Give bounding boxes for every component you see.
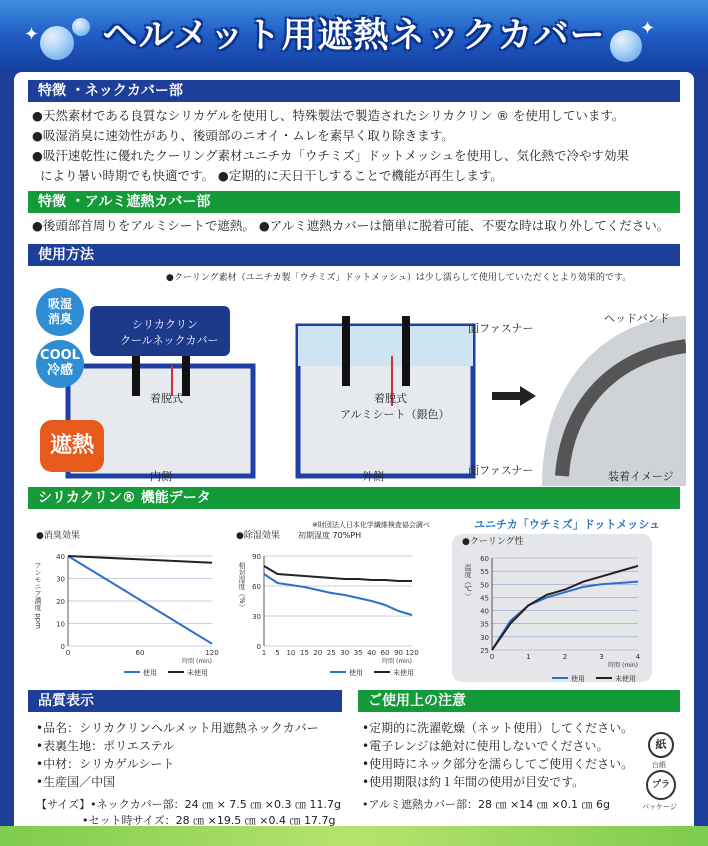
y-tick-label: 60 — [252, 583, 261, 591]
y-tick-label: 30 — [252, 613, 261, 621]
sparkle-icon: ✦ — [24, 24, 40, 45]
x-tick-label: 60 — [135, 649, 145, 657]
section-aluminum-cover-title: 特徴 ・アルミ遮熱カバー部 — [28, 191, 680, 213]
y-tick-label: 40 — [480, 607, 489, 616]
x-tick-label: 1 — [526, 653, 531, 661]
size-line: 【サイズ】•ネックカバー部：24 ㎝ × 7.5 ㎝ ×0.3 ㎝ 11.7g — [36, 798, 341, 811]
series-line-unused — [68, 556, 212, 563]
feature-line: ●吸湿消臭に速効性があり、後頭部のニオイ・ムレを素早く取り除きます。 — [32, 128, 454, 143]
chart-title: ●クーリング性 — [462, 537, 524, 547]
series-line-unused — [264, 566, 412, 581]
photo-label: 面ファスナー — [468, 322, 534, 335]
y-axis-label: アンモニア濃度 ppm — [34, 562, 42, 629]
x-tick-label: 25 — [326, 649, 336, 657]
y-tick-label: 30 — [56, 575, 65, 584]
legend-label: 未使用 — [615, 675, 636, 682]
photo-label: 面ファスナー — [468, 464, 534, 477]
x-tick-label: 40 — [367, 649, 377, 657]
x-tick-label: 90 — [394, 649, 404, 657]
heat-shield-badge: 遮熱 — [40, 420, 104, 472]
y-tick-label: 20 — [56, 598, 65, 606]
product-illustration — [22, 286, 686, 486]
legend-label: 使用 — [143, 669, 157, 676]
mesh-label: ユニチカ「ウチミズ」ドットメッシュ — [474, 518, 661, 531]
y-tick-label: 45 — [480, 594, 489, 603]
photo-label: ヘッドバンド — [604, 312, 670, 325]
y-tick-label: 10 — [56, 620, 65, 629]
x-tick-label: 1 — [261, 649, 267, 657]
section-caution-title: ご使用上の注意 — [358, 690, 680, 712]
x-tick-label: 3 — [599, 653, 604, 661]
photo-label: シリカクリン — [132, 318, 198, 331]
x-tick-label: 60 — [380, 649, 390, 657]
caution-line: •使用期限は約１年間の使用が目安です。 — [362, 775, 585, 789]
x-tick-label: 20 — [313, 649, 323, 657]
plastic-recycle-label: パッケージ — [642, 803, 677, 811]
dehumidification-chart — [232, 528, 420, 676]
x-tick-label: 30 — [340, 649, 350, 657]
x-tick-label: 2 — [562, 653, 568, 661]
series-line-used — [492, 582, 638, 650]
x-tick-label: 120 — [405, 649, 419, 657]
cooling-chart — [452, 534, 652, 682]
y-tick-label: 60 — [480, 555, 489, 563]
caution-line: •定期的に洗濯乾燥（ネット使用）してください。 — [362, 721, 634, 735]
cool-label: 冷感 — [46, 363, 73, 378]
chart-svg — [28, 528, 224, 676]
x-axis-label: 時間 (min) — [382, 658, 412, 665]
chart-title: ●除湿効果 — [236, 531, 280, 541]
x-tick-label: 4 — [635, 653, 641, 661]
y-tick-label: 40 — [56, 553, 65, 561]
x-tick-label: 5 — [275, 649, 280, 657]
photo-label: 外側 — [362, 470, 384, 483]
sparkle-icon: ✦ — [640, 18, 656, 39]
title-banner — [0, 0, 708, 72]
y-axis-label: 相対湿度（%） — [238, 562, 246, 611]
y-axis-label: 温度（℃） — [464, 564, 472, 600]
feature-line: ●吸汗速乾性に優れたクーリング素材ユニチカ「ウチミズ」ドットメッシュを使用し、気化熱で冷やす効果 — [32, 148, 630, 163]
y-tick-label: 0 — [256, 643, 261, 651]
feature-line: ●後頭部首周りをアルミシートで遮熱。 ●アルミ遮熱カバーは簡単に脱着可能、不要な時は取り外してください。 — [32, 218, 670, 233]
photo-label: アルミシート（銀色） — [340, 408, 450, 421]
paper-recycle-label: 台紙 — [652, 761, 666, 769]
deodorization-chart — [28, 528, 224, 676]
x-tick-label: 15 — [299, 649, 309, 657]
y-tick-label: 35 — [480, 620, 489, 629]
chart-subtitle: 初期湿度 70%PH — [298, 531, 362, 540]
data-source-note: ※財団法人日本化学繊維検査協会調べ — [312, 521, 430, 529]
y-tick-label: 90 — [252, 553, 261, 561]
feature-line: ●天然素材である良質なシリカゲルを使用し、特殊製法で製造されたシリカクリン ® を使用しています。 — [32, 108, 625, 123]
photo-label: 着脱式 — [374, 392, 407, 405]
caution-line: •使用時にネック部分を濡らしてご使用ください。 — [362, 757, 634, 771]
quality-line: •生産国／中国 — [36, 775, 116, 789]
photo-label: 装着イメージ — [608, 470, 674, 483]
section-neck-cover-title: 特徴 ・ネックカバー部 — [28, 80, 680, 102]
legend-label: 未使用 — [393, 669, 414, 676]
feature-line: により暑い時期でも快適です。 ●定期的に天日干しすることで機能が再生します。 — [32, 168, 503, 183]
quality-line: •品名：シリカクリンヘルメット用遮熱ネックカバー — [36, 721, 319, 735]
cool-label: COOL — [40, 348, 80, 363]
legend-label: 使用 — [349, 669, 363, 676]
x-tick-label: 0 — [65, 649, 71, 657]
y-tick-label: 25 — [480, 647, 489, 655]
photo-label: 内側 — [150, 470, 172, 483]
photo-label: 着脱式 — [150, 392, 183, 405]
page-title: ヘルメット用遮熱ネックカバー — [102, 16, 606, 56]
y-tick-label: 55 — [480, 568, 489, 577]
x-tick-label: 120 — [205, 649, 219, 657]
y-tick-label: 0 — [60, 643, 65, 651]
legend-label: 未使用 — [187, 669, 208, 676]
quality-line: •表裏生地：ポリエステル — [36, 739, 174, 753]
quality-line: •中材：シリカゲルシート — [36, 757, 175, 771]
chart-svg — [452, 534, 652, 682]
aluminum-size-line: •アルミ遮熱カバー部：28 ㎝ ×14 ㎝ ×0.1 ㎝ 6g — [362, 798, 610, 811]
chart-svg — [232, 528, 420, 676]
legend-label: 使用 — [571, 675, 585, 682]
chart-title: ●消臭効果 — [36, 531, 80, 541]
section-usage-title: 使用方法 — [28, 244, 680, 266]
y-tick-label: 50 — [480, 581, 489, 590]
cool-badge — [36, 340, 84, 388]
photo-label: クールネックカバー — [120, 334, 219, 347]
moisture-odor-badge: 吸湿 消臭 — [36, 288, 84, 336]
series-line-used — [68, 556, 212, 644]
usage-note: ●クーリング素材（ユニチカ製「ウチミズ」ドットメッシュ）は少し濡らして使用していただくとより効果的です。 — [166, 273, 632, 283]
section-quality-title: 品質表示 — [28, 690, 342, 712]
size-line: •セット時サイズ：28 ㎝ ×19.5 ㎝ ×0.4 ㎝ 17.7g — [82, 814, 336, 827]
x-axis-label: 時間 (min) — [608, 662, 638, 669]
usage-photo — [22, 286, 686, 486]
x-tick-label: 35 — [353, 649, 363, 657]
x-axis-label: 時間 (min) — [182, 658, 212, 665]
y-tick-label: 30 — [480, 633, 489, 642]
section-data-title: シリカクリン® 機能データ — [28, 487, 680, 509]
series-line-unused — [492, 566, 638, 650]
paper-recycle-icon: 紙 — [648, 732, 674, 758]
plastic-recycle-icon: プラ — [646, 770, 676, 800]
x-tick-label: 10 — [286, 649, 296, 657]
caution-line: •電子レンジは絶対に使用しないでください。 — [362, 739, 609, 753]
x-tick-label: 0 — [489, 653, 495, 661]
